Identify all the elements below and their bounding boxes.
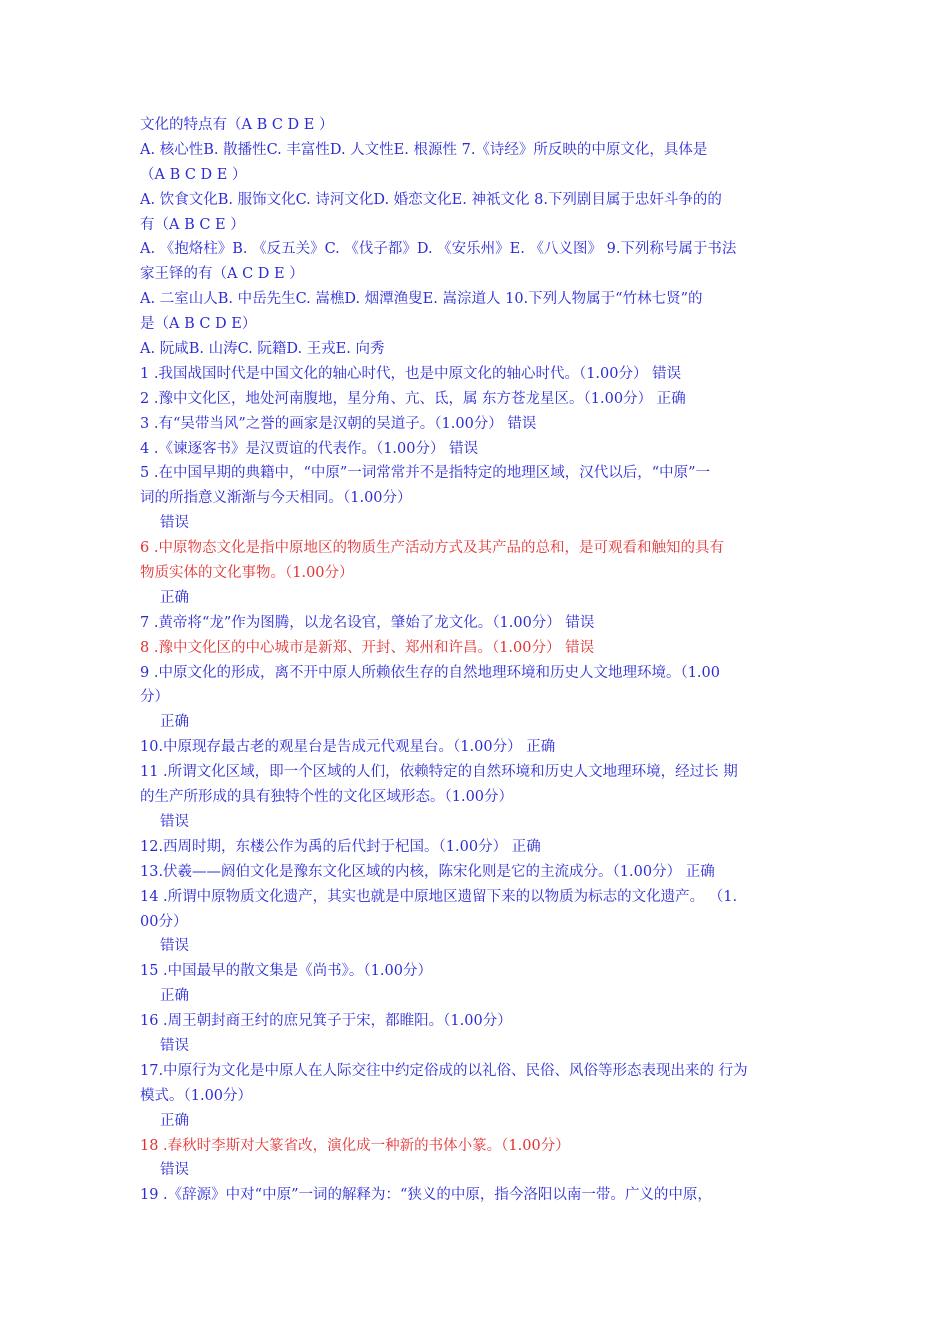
text-line: 正确: [160, 589, 189, 606]
text-line: 17.中原行为文化是中原人在人际交往中约定俗成的以礼俗、民俗、风俗等形态表现出来的 行为: [140, 1062, 748, 1079]
text-line: 有（A B C E ）: [140, 216, 245, 233]
text-line: 物质实体的文化事物。（1.00分）: [140, 565, 354, 582]
text-line: （A B C D E ）: [140, 166, 247, 183]
text-line: 分）: [140, 689, 169, 706]
text-line: 错误: [160, 813, 189, 830]
text-line: 3 .有“吴带当风”之誉的画家是汉朝的吴道子。（1.00分） 错误: [140, 415, 537, 432]
text-line: 是（A B C D E）: [140, 316, 257, 333]
text-line: 错误: [160, 938, 189, 955]
text-line: 12.西周时期，东楼公作为禹的后代封于杞国。（1.00分） 正确: [140, 838, 541, 855]
text-line: A. 饮食文化B. 服饰文化C. 诗河文化D. 婚恋文化E. 神祇文化 8.下列剧目属于忠奸斗争的的: [140, 191, 722, 208]
text-line: 错误: [160, 1162, 189, 1179]
text-line: 18 .春秋时李斯对大篆省改，演化成一种新的书体小篆。（1.00分）: [140, 1137, 570, 1154]
text-line: 错误: [160, 1037, 189, 1054]
text-line: 的生产所形成的具有独特个性的文化区域形态。（1.00分）: [140, 789, 514, 806]
text-line: 10.中原现存最古老的观星台是告成元代观星台。（1.00分） 正确: [140, 739, 556, 756]
text-line: 正确: [160, 988, 189, 1005]
text-line: 19 .《辞源》中对“中原”一词的解释为：“狭义的中原，指今洛阳以南一带。广义的中原，: [140, 1187, 712, 1204]
text-line: A. 二室山人B. 中岳先生C. 嵩樵D. 烟潭渔叟E. 嵩淙道人 10.下列人物属于“竹林七贤”的: [140, 291, 703, 308]
text-line: 9 .中原文化的形成，离不开中原人所赖依生存的自然地理环境和历史人文地理环境。（1.00: [140, 664, 720, 681]
text-line: A. 《抱烙柱》B. 《反五关》C. 《伐子都》D. 《安乐州》E. 《八义图》 9.下列称号属于书法: [140, 241, 737, 258]
text-line: 16 .周王朝封商王纣的庶兄箕子于宋，都睢阳。（1.00分）: [140, 1013, 512, 1030]
text-line: 模式。（1.00分）: [140, 1087, 253, 1104]
text-line: 2 .豫中文化区，地处河南腹地，星分角、亢、氐，属 东方苍龙星区。（1.00分） 正确: [140, 390, 686, 407]
text-line: 5 .在中国早期的典籍中，“中原”一词常常并不是指特定的地理区域，汉代以后，“中原”一: [140, 465, 711, 482]
text-line: 15 .中国最早的散文集是《尚书》。（1.00分）: [140, 963, 432, 980]
text-line: 词的所指意义渐渐与今天相同。（1.00分）: [140, 490, 412, 507]
text-line: 错误: [160, 515, 189, 532]
text-line: 13.伏羲——阏伯文化是豫东文化区域的内核，陈宋化则是它的主流成分。（1.00分） 正确: [140, 863, 715, 880]
text-line: 7 .黄帝将“龙”作为图腾，以龙名设官，肇始了龙文化。（1.00分） 错误: [140, 614, 595, 631]
text-line: A. 核心性B. 散播性C. 丰富性D. 人文性E. 根源性 7.《诗经》所反映的中原文化，具体是: [140, 141, 708, 158]
text-line: 11 .所谓文化区域，即一个区域的人们，依赖特定的自然环境和历史人文地理环境，经过长 期: [140, 764, 738, 781]
document-body: [140, 113, 815, 1208]
text-line: 文化的特点有（A B C D E ）: [140, 117, 334, 133]
text-line: 1 .我国战国时代是中国文化的轴心时代，也是中原文化的轴心时代。（1.00分） 错误: [140, 365, 682, 382]
text-line: 家王铎的有（A C D E ）: [140, 266, 304, 283]
text-line: A. 阮咸B. 山涛C. 阮籍D. 王戎E. 向秀: [140, 341, 385, 358]
text-line: 00分）: [140, 913, 188, 930]
text-line: 14 .所谓中原物质文化遗产，其实也就是中原地区遗留下来的以物质为标志的文化遗产。 （1.: [140, 888, 738, 905]
text-line: 正确: [160, 1112, 189, 1129]
text-line: 6 .中原物态文化是指中原地区的物质生产活动方式及其产品的总和，是可观看和触知的具有: [140, 540, 724, 557]
text-line: 正确: [160, 714, 189, 731]
text-line: 4 .《谏逐客书》是汉贾谊的代表作。（1.00分） 错误: [140, 440, 479, 457]
text-line: 8 .豫中文化区的中心城市是新郑、开封、郑州和许昌。（1.00分） 错误: [140, 639, 595, 656]
